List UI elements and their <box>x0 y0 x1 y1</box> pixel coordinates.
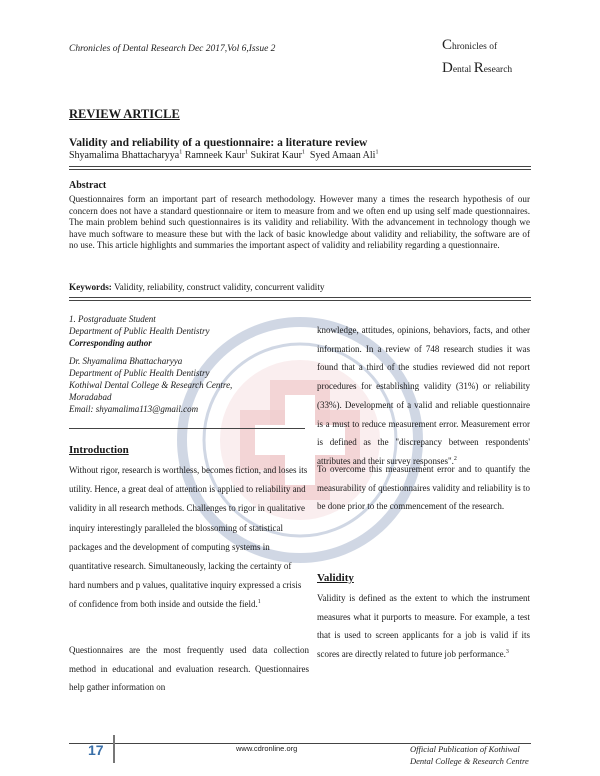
author-affiliation-mark: 1 <box>375 149 379 156</box>
running-header: Chronicles of Dental Research Dec 2017,Vol 6,Issue 2 <box>69 44 276 54</box>
corresponding-author-label: Corresponding author <box>69 338 152 348</box>
keywords-label: Keywords: <box>69 282 112 292</box>
affiliation-block <box>69 313 304 415</box>
brand-text-1: hronicles of <box>452 42 498 52</box>
citation-mark: 3 <box>505 648 509 655</box>
keywords-text: Validity, reliability, construct validity, concurrent validity <box>111 282 325 292</box>
article-type: REVIEW ARTICLE <box>69 107 180 121</box>
journal-brand <box>442 34 512 81</box>
introduction-heading: Introduction <box>69 444 129 456</box>
column2-paragraph-1 <box>317 321 530 471</box>
author-affiliation-mark: 1 <box>245 149 249 156</box>
introduction-paragraph-1 <box>69 461 309 615</box>
introduction-paragraph-2: Questionnaires are the most frequently used data collection method in educational and evaluation research. Questionnaires help gather information on <box>69 645 309 692</box>
validity-text: Validity is defined as the extent to which the instrument measures what it purports to measure. For example, a test that is used to screen applicants for a job is valid if its scores are directly related to future job performance. <box>317 593 530 659</box>
citation-mark: 2 <box>453 455 457 462</box>
author-name: Sukirat Kaur <box>250 150 302 161</box>
validity-paragraph <box>317 589 530 663</box>
divider <box>69 300 531 301</box>
abstract-text: Questionnaires form an important part of research methodology. However many a times the research hypothesis of our concern does not have a standard questionnaire or item to measure from and we often end up using self made questionnaires. The main problem behind such questionnaires is its validity and reliability. With the advancement in technology though we have much software to measure these but with the lack of basic knowledge about validity and reliability, the software are of no use. This article highlights and summaries the important aspect of validity and reliability regarding a questionnaire. <box>69 194 530 251</box>
author-affiliation-mark: 1 <box>179 149 183 156</box>
corresponding-author-dept: Department of Public Health Dentistry <box>69 368 210 378</box>
page-number: 17 <box>88 742 104 758</box>
intro-text: Without rigor, research is worthless, becomes fiction, and loses its utility. Hence, a great deal of attention is applied to reliability and validity in all research methods. Challenges to rigor in qualitative inquiry interestingly paralleled the blossoming of statistical packages and the development of computing systems in quantitative research. Simultaneously, lacking the certainty of hard numbers and p values, qualitative inquiry expressed a crisis of confidence from both inside and outside the field. <box>69 465 308 610</box>
divider <box>69 428 305 429</box>
column2-paragraph-2: To overcome this measurement error and to quantify the measurability of questionnaires validity and reliability is to be done prior to the commencement of the research. <box>317 464 530 512</box>
brand-text-3: esearch <box>483 65 513 76</box>
author-affiliation-mark: 1 <box>301 149 305 156</box>
validity-heading: Validity <box>317 572 354 584</box>
official-line-2: Dental College & Research Centre <box>410 756 529 766</box>
official-line-1: Official Publication of Kothiwal <box>410 744 520 754</box>
footer-separator <box>113 735 115 763</box>
website-link[interactable]: www.cdronline.org <box>236 744 298 753</box>
divider <box>69 166 531 167</box>
brand-cap-d: D <box>442 60 453 77</box>
citation-mark: 1 <box>257 599 261 606</box>
author-list <box>69 150 378 161</box>
author-name: Syed Amaan Ali <box>309 150 376 161</box>
corresponding-author-email: Email: shyamalima113@gmail.com <box>69 404 199 414</box>
divider <box>69 297 531 298</box>
abstract-heading: Abstract <box>69 180 107 191</box>
brand-cap-c: C <box>442 37 453 53</box>
affiliation-dept: Department of Public Health Dentistry <box>69 326 210 336</box>
article-title: Validity and reliability of a questionnaire: a literature review <box>69 137 368 149</box>
official-publication <box>410 743 529 767</box>
author-name: Ramneek Kaur <box>184 150 246 161</box>
corresponding-author-city: Moradabad <box>69 392 112 402</box>
col2-text: knowledge, attitudes, opinions, behaviors, facts, and other information. In a review of 748 research studies it was found that a third of the studies reviewed did not report procedures for establishing validity (31%) or reliability (33%). Development of a valid and reliable questionnaire is a must to reduce measurement error. Measurement error is defined as the "discrepancy between respondents' attributes and their survey responses". <box>317 325 530 466</box>
brand-cap-r: R <box>473 60 484 77</box>
affiliation-line: 1. Postgraduate Student <box>69 314 156 324</box>
divider <box>69 169 531 170</box>
corresponding-author-institution: Kothiwal Dental College & Research Centre, <box>69 380 233 390</box>
brand-text-2: ental <box>452 65 474 76</box>
corresponding-author-name: Dr. Shyamalima Bhattacharyya <box>69 356 183 366</box>
keywords <box>69 282 325 292</box>
author-name: Shyamalima Bhattacharyya <box>69 150 180 161</box>
